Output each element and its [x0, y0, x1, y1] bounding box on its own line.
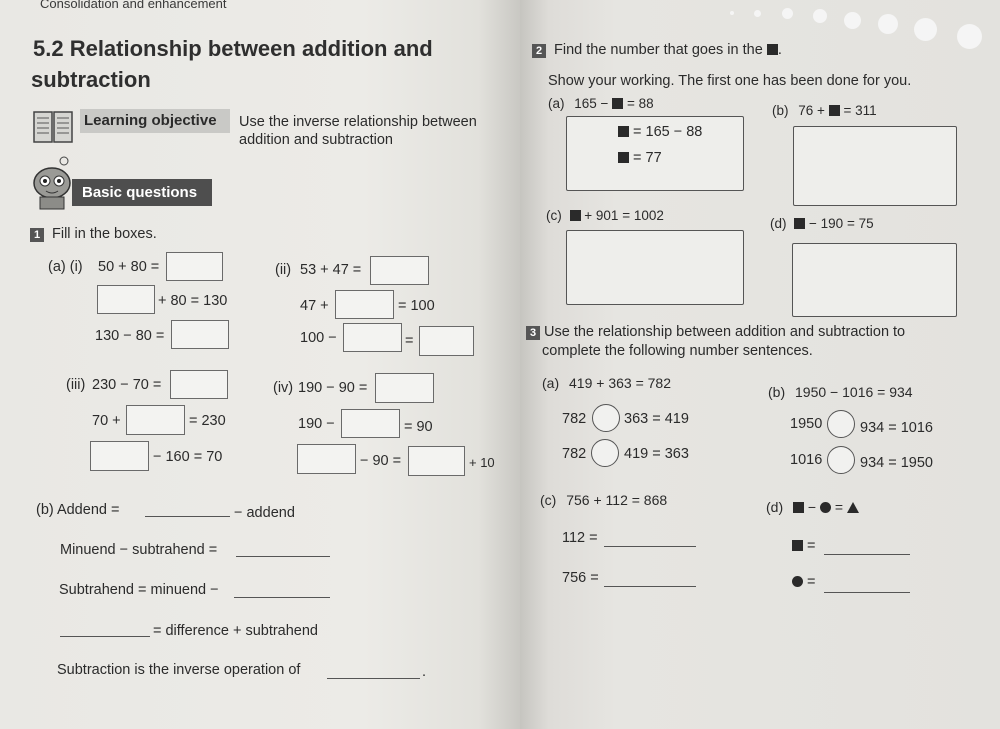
q1-iv-label: (iv)	[273, 380, 294, 396]
answer-blank[interactable]	[236, 556, 330, 557]
book-icon	[32, 108, 76, 146]
q3-b-equation	[768, 384, 913, 400]
q1-iii-label: (iii)	[66, 377, 86, 393]
answer-box[interactable]	[170, 370, 228, 399]
q1-a-label: (a) (i)	[48, 259, 83, 275]
answer-blank[interactable]	[604, 546, 696, 547]
q2-a-work-line2	[618, 150, 662, 166]
q1-iii-eq2b: = 230	[189, 413, 226, 429]
square-icon	[829, 105, 840, 116]
square-icon	[618, 126, 629, 137]
q3-a-line1-left: 782	[562, 411, 587, 427]
q3-instruction-2: complete the following number sentences.	[542, 343, 813, 359]
answer-box[interactable]	[343, 323, 402, 352]
q1-ii-eq2a: 47 +	[300, 298, 329, 314]
answer-box[interactable]	[408, 446, 465, 476]
circle-icon	[820, 502, 831, 513]
q3-a-line2-right: 419 = 363	[624, 446, 689, 462]
q3-b-line2-left: 1016	[790, 452, 823, 468]
working-box[interactable]	[792, 243, 957, 317]
q2-number-badge: 2	[532, 44, 546, 58]
decoration-dot	[957, 24, 982, 49]
q3-b-label: (b)	[768, 384, 786, 400]
basic-questions-banner: Basic questions	[72, 179, 212, 206]
answer-box[interactable]	[370, 256, 429, 285]
q1-heading	[30, 226, 157, 242]
answer-box[interactable]	[341, 409, 400, 438]
q2-a-eq-left: 165 −	[574, 96, 609, 111]
q1-i-eq1: 50 + 80 =	[98, 259, 160, 275]
q3-d-minus: −	[807, 499, 817, 515]
q2-b-equation	[772, 103, 877, 118]
q3-d-label: (d)	[766, 499, 784, 515]
q1-b-line2: Minuend − subtrahend =	[60, 542, 218, 558]
q2-b-eq-left: 76 +	[798, 103, 825, 118]
q1-b-line3: Subtrahend = minuend −	[59, 582, 219, 598]
q1-b-line1-end: − addend	[234, 505, 295, 521]
q1-i-eq2: + 80 = 130	[158, 293, 228, 309]
q3-a-eq: 419 + 363 = 782	[569, 375, 672, 391]
q1-i-eq3: 130 − 80 =	[95, 328, 165, 344]
answer-box[interactable]	[166, 252, 223, 281]
operator-circle[interactable]	[827, 410, 855, 438]
q1-iv-eq2b: = 90	[404, 419, 433, 435]
mascot-icon	[26, 155, 78, 213]
square-icon	[792, 540, 803, 551]
q3-d-equation	[766, 499, 859, 515]
operator-circle[interactable]	[827, 446, 855, 474]
q3-heading	[526, 324, 905, 340]
section-title-line1: 5.2 Relationship between addition and	[33, 36, 433, 61]
q2-d-eq: − 190 = 75	[809, 216, 874, 231]
q2-a-equation	[548, 96, 654, 111]
q1-instruction: Fill in the boxes.	[52, 226, 157, 242]
q3-instruction-1: Use the relationship between addition and subtraction to	[544, 324, 906, 340]
q3-d-line1-eq: =	[807, 538, 816, 554]
q3-b-eq: 1950 − 1016 = 934	[795, 384, 913, 400]
decoration-dot	[782, 8, 793, 19]
answer-box[interactable]	[335, 290, 394, 319]
square-icon	[618, 152, 629, 163]
q3-c-line1: 112 =	[562, 530, 598, 546]
answer-blank[interactable]	[824, 554, 910, 555]
answer-box[interactable]	[419, 326, 474, 356]
q2-a-work-line1	[618, 124, 702, 140]
learning-objective-text-1: Use the inverse relationship between	[239, 114, 477, 130]
q3-a-line2-left: 782	[562, 446, 587, 462]
answer-blank[interactable]	[60, 636, 150, 637]
square-icon	[794, 218, 805, 229]
square-icon	[767, 44, 778, 55]
q1-iii-eq1: 230 − 70 =	[92, 377, 162, 393]
answer-box[interactable]	[97, 285, 155, 314]
decoration-dot	[878, 14, 898, 34]
answer-blank[interactable]	[145, 516, 230, 517]
q2-c-label: (c)	[546, 208, 562, 223]
header-text: Consolidation and enhancement	[40, 0, 227, 11]
decoration-dot	[914, 18, 937, 41]
q1-b-line5-end: .	[422, 664, 427, 680]
q1-iv-eq2a: 190 −	[298, 416, 335, 432]
q3-a-label: (a)	[542, 375, 560, 391]
q3-a-line1-right: 363 = 419	[624, 411, 689, 427]
operator-circle[interactable]	[591, 439, 619, 467]
square-icon	[793, 502, 804, 513]
q2-a-label: (a)	[548, 96, 565, 111]
answer-box[interactable]	[90, 441, 149, 471]
working-box[interactable]	[793, 126, 957, 206]
triangle-icon	[847, 502, 859, 513]
q3-d-line1	[792, 538, 816, 554]
q1-number-badge: 1	[30, 228, 44, 242]
answer-box[interactable]	[126, 405, 185, 435]
decoration-dot	[813, 9, 827, 23]
answer-blank[interactable]	[824, 592, 910, 593]
q2-a-work2-text: = 77	[633, 150, 662, 166]
q1-b-line5: Subtraction is the inverse operation of	[57, 662, 301, 678]
q3-d-line2-eq: =	[807, 574, 816, 590]
answer-blank[interactable]	[234, 597, 330, 598]
q3-c-line2: 756 =	[562, 570, 599, 586]
answer-box[interactable]	[171, 320, 229, 349]
q3-a-equation	[542, 375, 671, 391]
circle-icon	[792, 576, 803, 587]
q2-instruction: Find the number that goes in the	[554, 42, 763, 58]
q3-number-badge: 3	[526, 326, 540, 340]
q2-b-eq-right: = 311	[843, 103, 877, 118]
q1-b-line1-label: (b) Addend =	[36, 502, 120, 518]
q1-iv-eq3a: − 90 =	[360, 453, 402, 469]
q2-a-eq-right: = 88	[626, 96, 654, 111]
q3-c-equation	[540, 492, 667, 508]
q2-c-eq: + 901 = 1002	[584, 208, 664, 223]
q2-c-equation	[546, 208, 664, 223]
q2-a-work1-text: = 165 − 88	[633, 124, 703, 140]
working-box[interactable]	[566, 230, 744, 305]
q2-instruction-end: .	[777, 42, 782, 58]
q3-c-eq: 756 + 112 = 868	[566, 492, 668, 508]
q3-c-label: (c)	[540, 492, 557, 508]
q3-d-equals: =	[834, 499, 844, 515]
q1-iv-eq3b: + 10	[469, 455, 495, 470]
square-icon	[612, 98, 623, 109]
answer-box[interactable]	[297, 444, 356, 474]
q1-ii-label: (ii)	[275, 262, 292, 278]
q1-ii-eq2b: = 100	[398, 298, 435, 314]
q1-iii-eq2a: 70 +	[92, 413, 121, 429]
operator-circle[interactable]	[592, 404, 620, 432]
learning-objective-label: Learning objective	[80, 109, 230, 133]
q1-ii-eq3b: =	[405, 333, 414, 349]
q1-iii-eq3: − 160 = 70	[153, 449, 223, 465]
q3-b-line2-right: 934 = 1950	[860, 455, 933, 471]
q2-b-label: (b)	[772, 103, 789, 118]
q3-b-line1-right: 934 = 1016	[860, 420, 933, 436]
q2-heading	[532, 42, 782, 58]
decoration-dot	[730, 11, 734, 15]
q1-ii-eq1: 53 + 47 =	[300, 262, 362, 278]
q1-iv-eq1: 190 − 90 =	[298, 380, 368, 396]
answer-blank[interactable]	[604, 586, 696, 587]
right-page	[520, 0, 1000, 729]
q3-b-line1-left: 1950	[790, 416, 823, 432]
q2-show-working: Show your working. The first one has been done for you.	[548, 73, 912, 89]
q1-ii-eq3a: 100 −	[300, 330, 337, 346]
q3-d-line2	[792, 574, 816, 590]
learning-objective-text-2: addition and subtraction	[239, 132, 393, 148]
section-title-line2: subtraction	[31, 67, 151, 92]
answer-box[interactable]	[375, 373, 434, 403]
square-icon	[570, 210, 581, 221]
decoration-dot	[754, 10, 761, 17]
q2-d-label: (d)	[770, 216, 787, 231]
q1-b-line4: = difference + subtrahend	[153, 623, 318, 639]
q2-d-equation	[770, 216, 874, 231]
decoration-dot	[844, 12, 861, 29]
answer-blank[interactable]	[327, 678, 420, 679]
